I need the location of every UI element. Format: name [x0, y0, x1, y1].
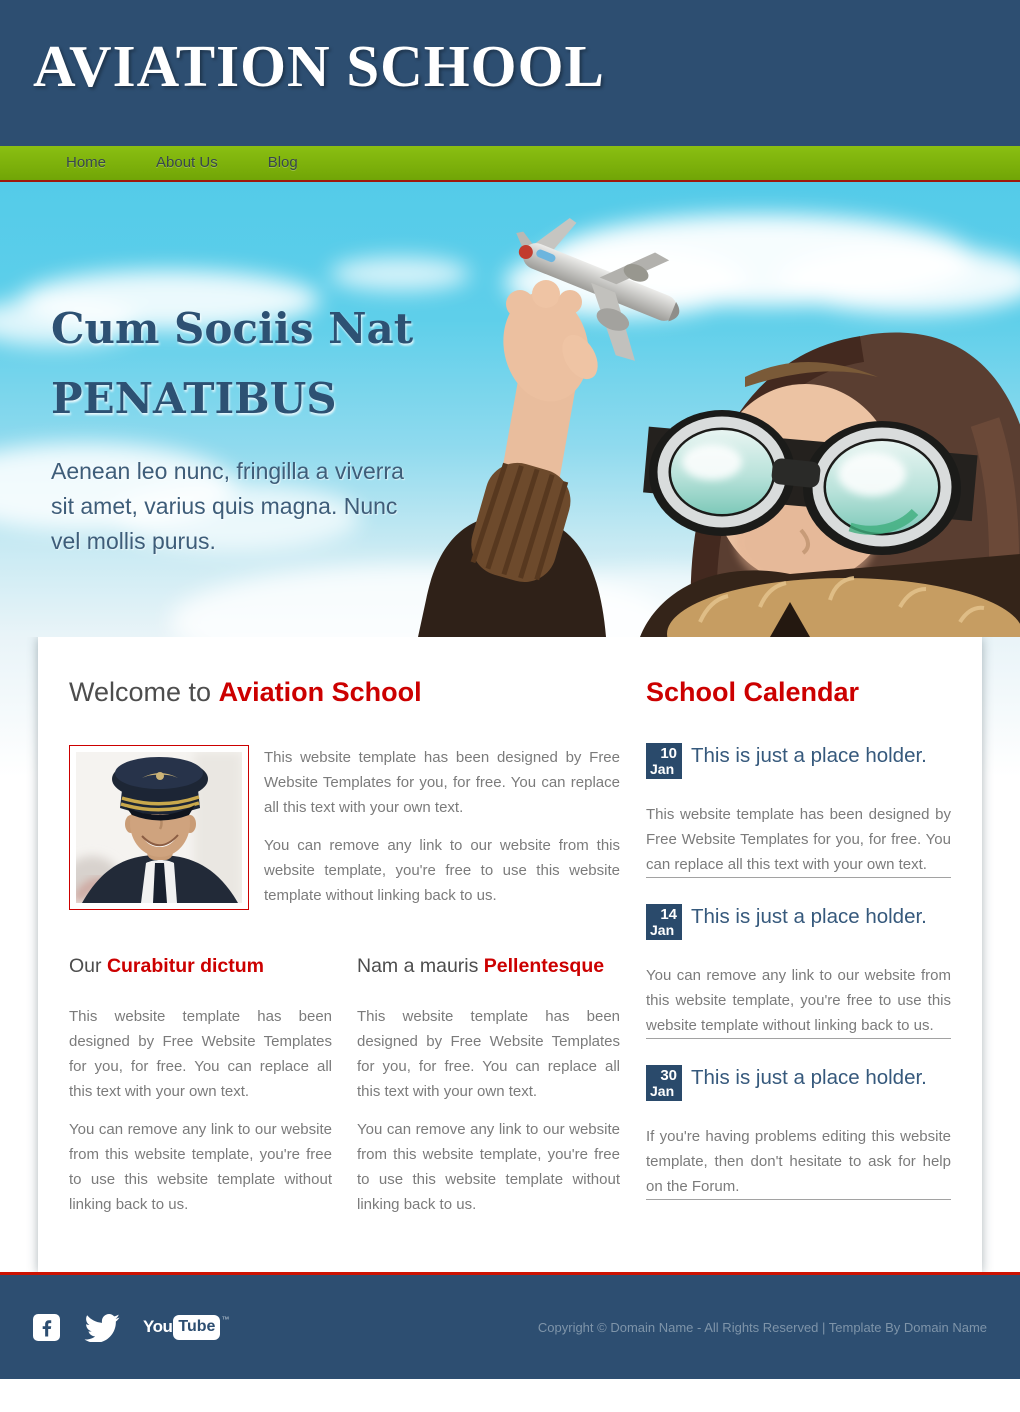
intro-paragraph-2: You can remove any link to our website from this website template, you're free to use this website template without linking back to us. — [264, 837, 620, 904]
welcome-title: Welcome to Aviation School — [69, 677, 422, 707]
main-nav — [0, 146, 1020, 182]
site-header — [0, 0, 1020, 146]
calendar-sidebar — [646, 677, 951, 1226]
nav-item-home[interactable]: Home — [66, 154, 107, 171]
event-text: If you're having problems editing this website template, then don't hesitate to ask for help on the Forum. — [646, 1128, 951, 1195]
date-badge: 30 Jan — [646, 1065, 682, 1101]
hero-subtext: Aenean leo nunc, fringilla a viverra sit amet, varius quis magna. Nunc vel mollis purus. — [51, 458, 404, 554]
date-badge: 10 Jan — [646, 743, 682, 779]
event-title-link[interactable]: This is just a place holder. — [691, 744, 927, 767]
column-curabitur — [69, 954, 332, 1217]
calendar-title: School Calendar — [646, 677, 860, 707]
date-badge: 14 Jan — [646, 904, 682, 940]
youtube-icon[interactable]: You Tube ™ — [143, 1315, 229, 1340]
calendar-event — [646, 1065, 951, 1200]
content-card — [38, 637, 982, 1272]
boy-figure — [640, 332, 1020, 637]
hero-heading: Cum Sociis Nat PENATIBUS — [51, 304, 414, 423]
social-links — [33, 1312, 252, 1342]
nav-item-blog[interactable]: Blog — [267, 154, 298, 171]
intro-text — [264, 745, 620, 910]
welcome-title-accent: Aviation School — [218, 677, 422, 707]
column-1-title: Our Curabitur dictum — [69, 955, 265, 977]
column-pellentesque — [357, 954, 620, 1217]
hero-banner — [0, 182, 1020, 637]
column-2-title: Nam a mauris Pellentesque — [357, 955, 605, 977]
event-text: This website template has been designed by Free Website Templates for you, for free. You can replace all this text with your own text. — [646, 806, 951, 873]
column-2-paragraph-2: You can remove any link to our website from this website template, you're free to use this website template without linking back to us. — [357, 1121, 620, 1213]
pilot-photo-illustration — [76, 752, 242, 903]
column-2-paragraph-1: This website template has been designed by Free Website Templates for you, for free. You can replace all this text with your own text. — [357, 1008, 620, 1100]
calendar-event — [646, 743, 951, 878]
content-background — [0, 637, 1020, 1272]
event-text: You can remove any link to our website from this website template, you're free to use this website template without linking back to us. — [646, 967, 951, 1034]
site-footer — [0, 1272, 1020, 1379]
pilot-photo — [69, 745, 249, 910]
column-1-paragraph-1: This website template has been designed by Free Website Templates for you, for free. You can replace all this text with your own text. — [69, 1008, 332, 1100]
calendar-event — [646, 904, 951, 1039]
nav-item-about-us[interactable]: About Us — [156, 154, 218, 171]
event-title-link[interactable]: This is just a place holder. — [691, 1066, 927, 1089]
intro-paragraph-1: This website template has been designed by Free Website Templates for you, for free. You can replace all this text with your own text. — [264, 749, 620, 816]
intro-section — [69, 745, 620, 910]
facebook-icon[interactable] — [33, 1314, 60, 1341]
copyright-text: Copyright © Domain Name - All Rights Reserved | Template By Domain Name — [537, 1319, 987, 1335]
site-logo-text: AVIATION SCHOOL — [33, 33, 605, 99]
main-column — [69, 677, 620, 1226]
column-1-paragraph-2: You can remove any link to our website from this website template, you're free to use this website template without linking back to us. — [69, 1121, 332, 1213]
twitter-icon[interactable] — [83, 1312, 120, 1342]
hero-text — [51, 294, 481, 559]
two-columns-section — [69, 954, 620, 1217]
event-title-link[interactable]: This is just a place holder. — [691, 905, 927, 928]
nav-list — [0, 146, 1020, 180]
